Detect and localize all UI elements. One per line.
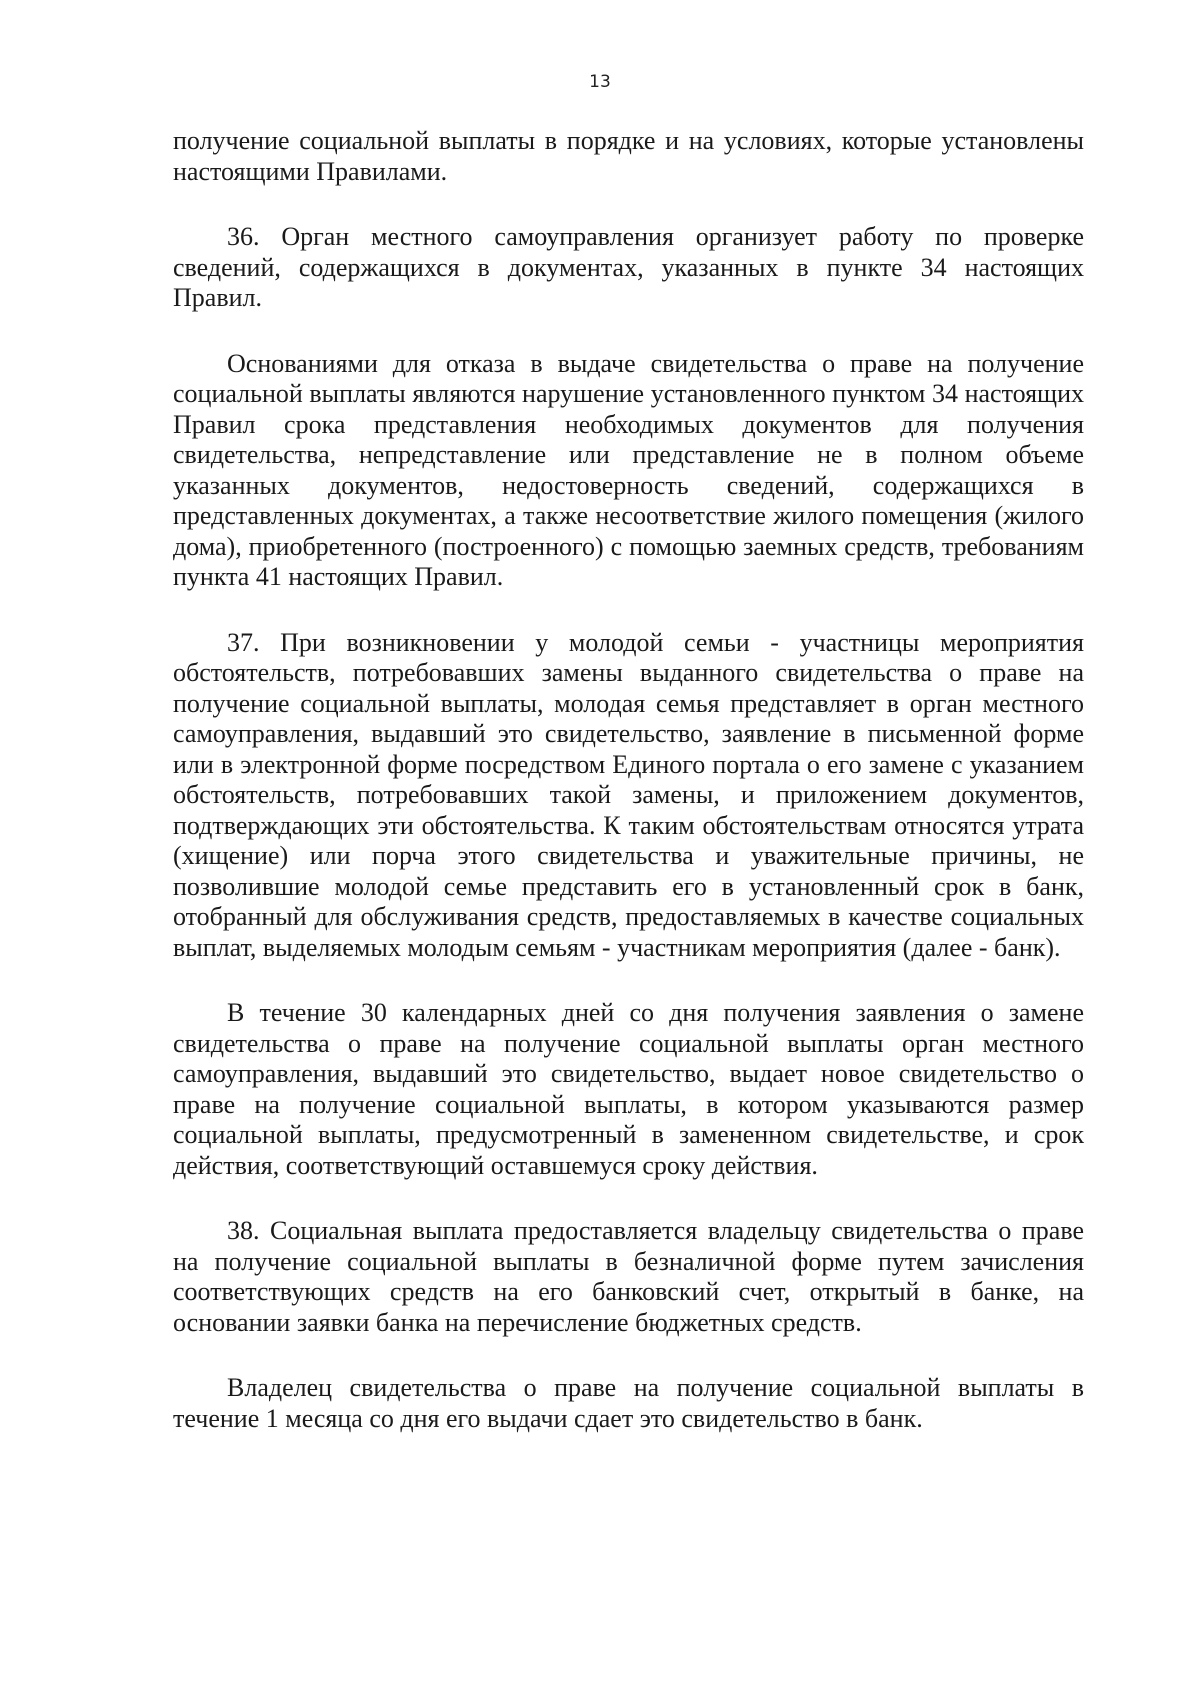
page-number: 13 (589, 72, 611, 92)
paragraph-refusal-grounds: Основаниями для отказа в выдаче свидетельства о праве на получение социальной выплаты являются нарушение установленного пунктом 34 настоящих Правил срока представления необходимых документов для получения свидетельства, непредставление или представление не в полном объеме указанных документов, недостоверность сведений, содержащихся в представленных документах, а также несоответствие жилого помещения (жилого дома), приобретенного (построенного) с помощью заемных средств, требованиям пункта 41 настоящих Правил. (173, 348, 1084, 591)
document-body (173, 126, 1084, 1434)
paragraph-replacement-term: В течение 30 календарных дней со дня получения заявления о замене свидетельства о праве на получение социальной выплаты орган местного самоуправления, выдавший это свидетельство, выдает новое свидетельство о праве на получение социальной выплаты, в котором указываются размер социальной выплаты, предусмотренный в замененном свидетельстве, и срок действия, соответствующий оставшемуся сроку действия. (173, 998, 1084, 1180)
paragraph-clause-37: 37. При возникновении у молодой семьи - участницы мероприятия обстоятельств, потребовавших замены выданного свидетельства о праве на получение социальной выплаты, молодая семья представляет в орган местного самоуправления, выдавший это свидетельство, заявление в письменной форме или в электронной форме посредством Единого портала о его замене с указанием обстоятельств, потребовавших такой замены, и приложением документов, подтверждающих эти обстоятельства. К таким обстоятельствам относятся утрата (хищение) или порча этого свидетельства и уважительные причины, не позволившие молодой семье представить его в установленный срок в банк, отобранный для обслуживания средств, предоставляемых в качестве социальных выплат, выделяемых молодым семьям - участникам мероприятия (далее - банк). (173, 627, 1084, 962)
paragraph-owner-submission: Владелец свидетельства о праве на получение социальной выплаты в течение 1 месяца со дня его выдачи сдает это свидетельство в банк. (173, 1373, 1084, 1433)
paragraph-clause-36: 36. Орган местного самоуправления организует работу по проверке сведений, содержащихся в документах, указанных в пункте 34 настоящих Правил. (173, 222, 1084, 312)
paragraph-continuation: получение социальной выплаты в порядке и на условиях, которые установлены настоящими Правилами. (173, 126, 1084, 186)
paragraph-clause-38: 38. Социальная выплата предоставляется владельцу свидетельства о праве на получение социальной выплаты в безналичной форме путем зачисления соответствующих средств на его банковский счет, открытый в банке, на основании заявки банка на перечисление бюджетных средств. (173, 1216, 1084, 1337)
